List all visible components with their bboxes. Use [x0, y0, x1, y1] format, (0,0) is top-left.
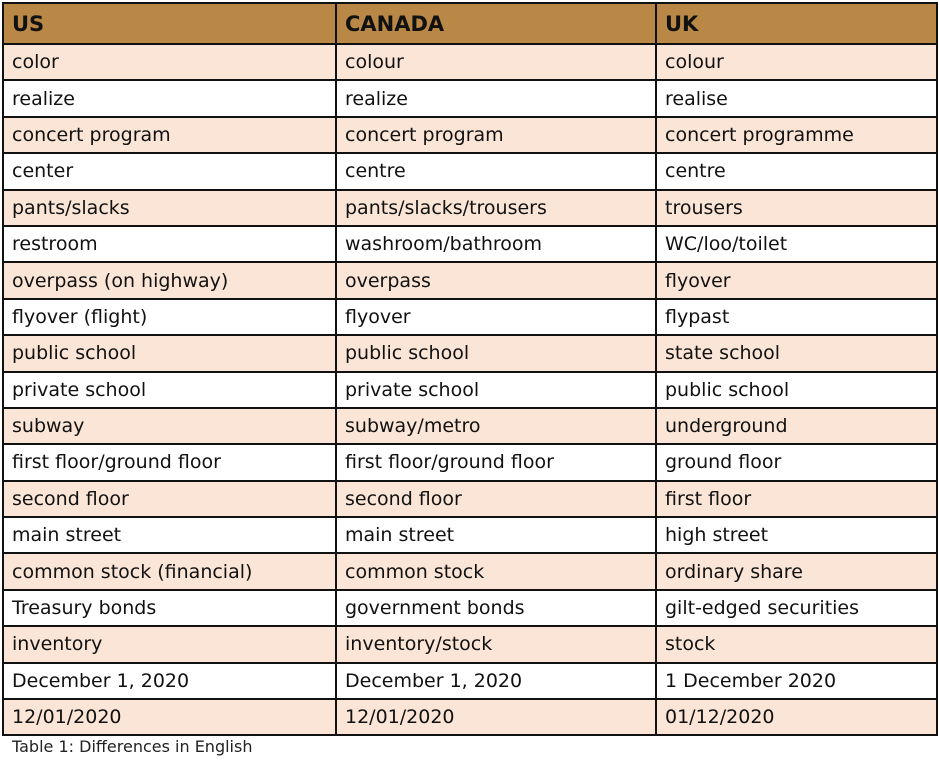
- cell-canada: colour: [336, 44, 656, 80]
- cell-canada: common stock: [336, 553, 656, 589]
- cell-uk: centre: [656, 153, 937, 189]
- cell-canada: flyover: [336, 299, 656, 335]
- cell-canada: public school: [336, 335, 656, 371]
- cell-us: inventory: [3, 626, 336, 662]
- cell-us: subway: [3, 408, 336, 444]
- cell-canada: realize: [336, 80, 656, 116]
- cell-canada: government bonds: [336, 590, 656, 626]
- cell-us: color: [3, 44, 336, 80]
- cell-canada: main street: [336, 517, 656, 553]
- table-row: [3, 190, 937, 226]
- cell-us: Treasury bonds: [3, 590, 336, 626]
- cell-uk: stock: [656, 626, 937, 662]
- cell-uk: gilt-edged securities: [656, 590, 937, 626]
- cell-canada: second floor: [336, 481, 656, 517]
- table-row: [3, 699, 937, 735]
- table-row: [3, 481, 937, 517]
- cell-us: pants/slacks: [3, 190, 336, 226]
- cell-canada: subway/metro: [336, 408, 656, 444]
- cell-uk: state school: [656, 335, 937, 371]
- table-row: [3, 262, 937, 298]
- cell-canada: centre: [336, 153, 656, 189]
- cell-uk: concert programme: [656, 117, 937, 153]
- cell-uk: ordinary share: [656, 553, 937, 589]
- header-uk: UK: [656, 3, 937, 44]
- cell-uk: first floor: [656, 481, 937, 517]
- table-body: [3, 44, 937, 735]
- cell-uk: trousers: [656, 190, 937, 226]
- cell-us: center: [3, 153, 336, 189]
- cell-us: 12/01/2020: [3, 699, 336, 735]
- cell-uk: ground floor: [656, 444, 937, 480]
- table-row: [3, 153, 937, 189]
- cell-us: overpass (on highway): [3, 262, 336, 298]
- table-row: [3, 335, 937, 371]
- cell-uk: realise: [656, 80, 937, 116]
- cell-uk: flypast: [656, 299, 937, 335]
- cell-canada: concert program: [336, 117, 656, 153]
- cell-uk: flyover: [656, 262, 937, 298]
- cell-uk: public school: [656, 372, 937, 408]
- table-row: [3, 226, 937, 262]
- table-row: [3, 80, 937, 116]
- cell-us: private school: [3, 372, 336, 408]
- cell-canada: December 1, 2020: [336, 663, 656, 699]
- cell-us: common stock (financial): [3, 553, 336, 589]
- cell-us: main street: [3, 517, 336, 553]
- cell-uk: colour: [656, 44, 937, 80]
- cell-uk: 1 December 2020: [656, 663, 937, 699]
- differences-table: [2, 2, 938, 736]
- header-canada: CANADA: [336, 3, 656, 44]
- cell-canada: 12/01/2020: [336, 699, 656, 735]
- cell-us: December 1, 2020: [3, 663, 336, 699]
- cell-canada: private school: [336, 372, 656, 408]
- table-row: [3, 444, 937, 480]
- table-row: [3, 517, 937, 553]
- cell-canada: washroom/bathroom: [336, 226, 656, 262]
- header-us: US: [3, 3, 336, 44]
- table-row: [3, 553, 937, 589]
- table-row: [3, 299, 937, 335]
- cell-canada: inventory/stock: [336, 626, 656, 662]
- cell-canada: pants/slacks/trousers: [336, 190, 656, 226]
- cell-us: restroom: [3, 226, 336, 262]
- cell-us: realize: [3, 80, 336, 116]
- table-row: [3, 663, 937, 699]
- table-row: [3, 590, 937, 626]
- table-row: [3, 626, 937, 662]
- table-row: [3, 117, 937, 153]
- cell-canada: overpass: [336, 262, 656, 298]
- table-caption: Table 1: Differences in English: [12, 737, 253, 756]
- table-row: [3, 408, 937, 444]
- cell-us: concert program: [3, 117, 336, 153]
- cell-uk: underground: [656, 408, 937, 444]
- differences-table-wrapper: [2, 2, 936, 736]
- cell-us: first floor/ground floor: [3, 444, 336, 480]
- cell-uk: high street: [656, 517, 937, 553]
- table-row: [3, 372, 937, 408]
- cell-canada: first floor/ground floor: [336, 444, 656, 480]
- cell-uk: WC/loo/toilet: [656, 226, 937, 262]
- cell-us: flyover (flight): [3, 299, 336, 335]
- table-row: [3, 44, 937, 80]
- cell-uk: 01/12/2020: [656, 699, 937, 735]
- table-header-row: [3, 3, 937, 44]
- cell-us: public school: [3, 335, 336, 371]
- cell-us: second floor: [3, 481, 336, 517]
